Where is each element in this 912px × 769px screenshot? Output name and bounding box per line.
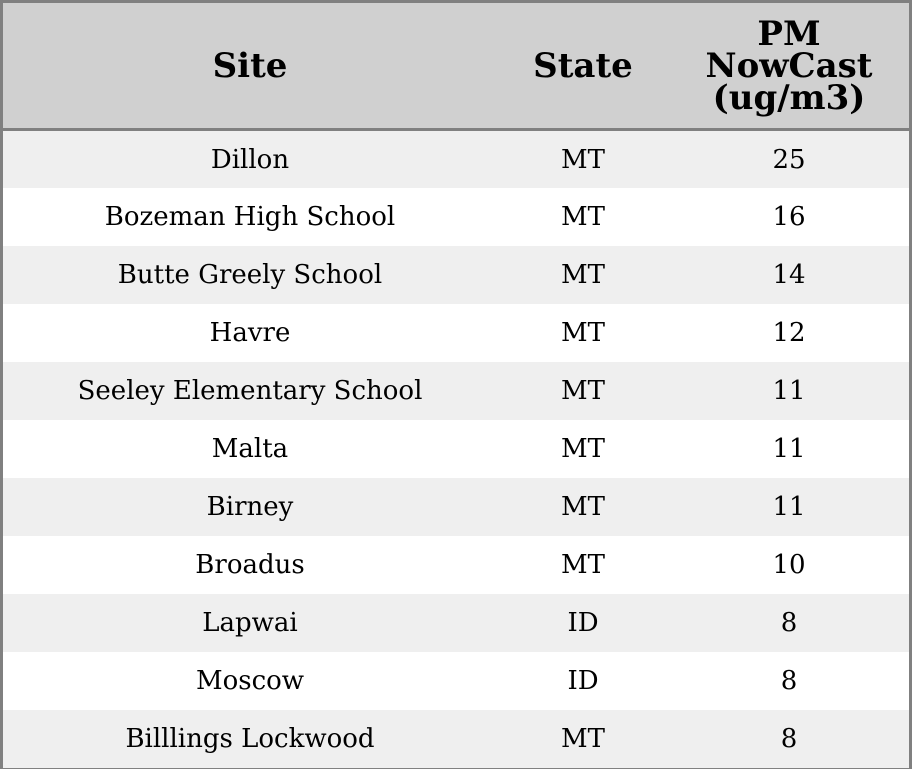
cell-pm-value: 8 (669, 710, 909, 768)
table-row (3, 420, 909, 478)
cell-site: Dillon (3, 130, 497, 189)
cell-pm-value: 16 (669, 188, 909, 246)
cell-site: Billlings Lockwood (3, 710, 497, 768)
table-row (3, 536, 909, 594)
cell-site: Lapwai (3, 594, 497, 652)
column-header-pm-nowcast (669, 3, 909, 130)
cell-state: ID (497, 652, 669, 710)
column-header-site (3, 3, 497, 130)
cell-pm-value: 12 (669, 304, 909, 362)
cell-state: MT (497, 188, 669, 246)
cell-state: MT (497, 304, 669, 362)
table-row (3, 362, 909, 420)
table-row (3, 478, 909, 536)
cell-state: MT (497, 420, 669, 478)
table-header (3, 3, 909, 130)
cell-site: Butte Greely School (3, 246, 497, 304)
cell-pm-value: 11 (669, 478, 909, 536)
cell-pm-value: 10 (669, 536, 909, 594)
table-row (3, 710, 909, 768)
cell-site: Moscow (3, 652, 497, 710)
header-row (3, 3, 909, 130)
cell-site: Malta (3, 420, 497, 478)
cell-site: Seeley Elementary School (3, 362, 497, 420)
cell-state: MT (497, 246, 669, 304)
cell-state: MT (497, 362, 669, 420)
cell-pm-value: 11 (669, 362, 909, 420)
column-header-site-line: Site (212, 45, 288, 86)
cell-state: ID (497, 594, 669, 652)
cell-pm-value: 8 (669, 594, 909, 652)
cell-site: Broadus (3, 536, 497, 594)
column-header-state (497, 3, 669, 130)
column-header-state-line: State (533, 45, 633, 86)
table-row (3, 594, 909, 652)
column-header-pm-line-3: (ug/m3) (712, 77, 866, 118)
column-header-pm-line-2: NowCast (705, 45, 873, 86)
table-row (3, 304, 909, 362)
cell-state: MT (497, 536, 669, 594)
table-row (3, 652, 909, 710)
cell-state: MT (497, 130, 669, 189)
cell-state: MT (497, 478, 669, 536)
cell-site: Havre (3, 304, 497, 362)
cell-state: MT (497, 710, 669, 768)
cell-pm-value: 14 (669, 246, 909, 304)
cell-site: Bozeman High School (3, 188, 497, 246)
column-header-pm-line-1: PM (757, 13, 821, 54)
cell-pm-value: 11 (669, 420, 909, 478)
table-body (3, 130, 909, 769)
cell-site: Birney (3, 478, 497, 536)
cell-pm-value: 8 (669, 652, 909, 710)
cell-pm-value: 25 (669, 130, 909, 189)
pm-nowcast-table (3, 3, 909, 768)
table-row (3, 130, 909, 189)
table-row (3, 246, 909, 304)
table-row (3, 188, 909, 246)
